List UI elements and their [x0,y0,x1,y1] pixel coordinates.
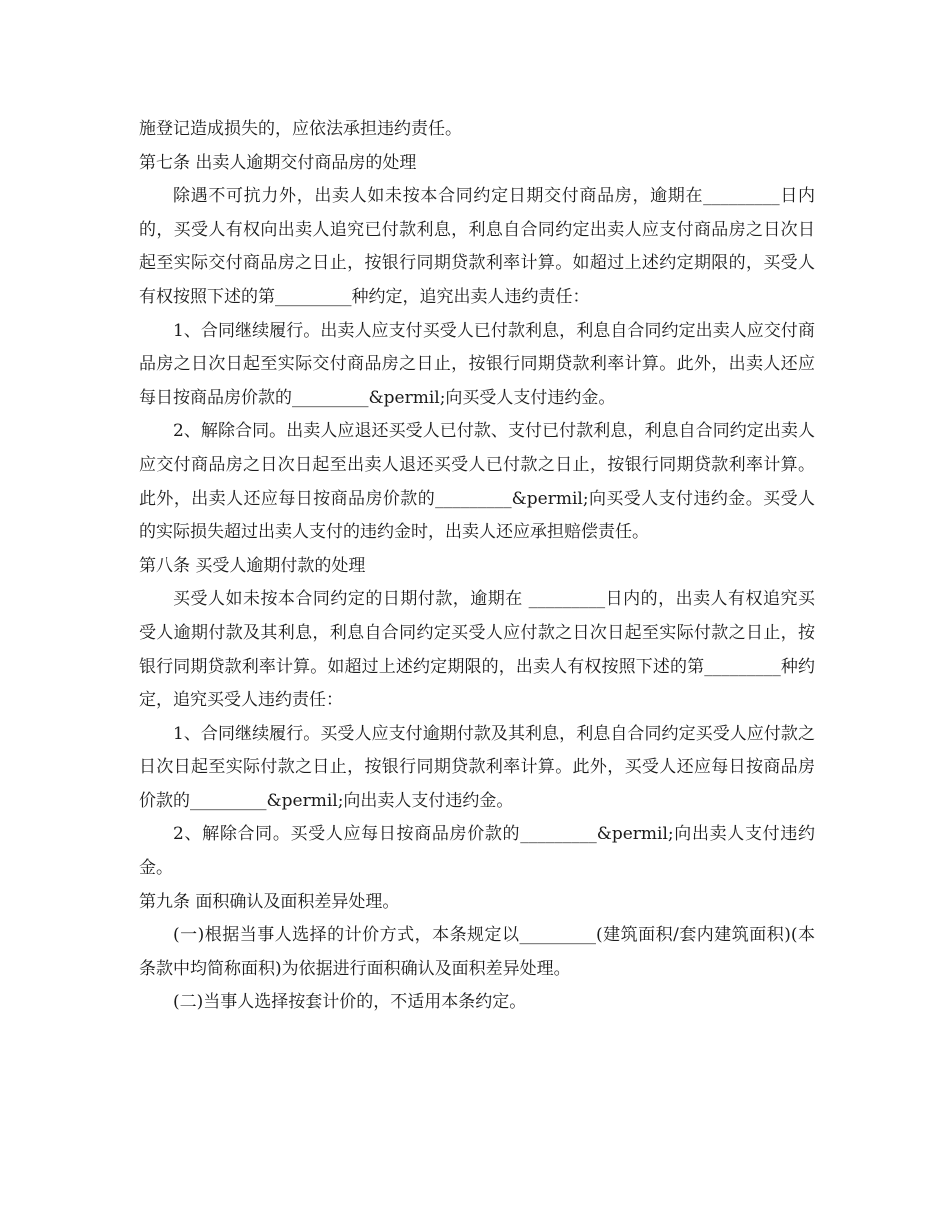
article-8-heading: 第八条 买受人逾期付款的处理 [139,555,366,576]
document-page [139,113,815,1020]
article-7-clause-1: 1、合同继续履行。出卖人应支付买受人已付款利息，利息自合同约定出卖人应交付商品房之日次日起至实际交付商品房之日止，按银行同期贷款利率计算。此外，出卖人还应每日按商品房价款的_________&permil;向买受人支付违约金。 [139,320,815,408]
article-7-clause-2: 2、解除合同。出卖人应退还买受人已付款、支付已付款利息，利息自合同约定出卖人应交付商品房之日次日起至出卖人退还买受人已付款之日止，按银行同期贷款利率计算。此外，出卖人还应每日按商品房价款的_________&permil;向买受人支付违约金。买受人的实际损失超过出卖人支付的违约金时，出卖人还应承担赔偿责任。 [139,421,815,543]
article-7-heading: 第七条 出卖人逾期交付商品房的处理 [139,152,417,173]
article-8-clause-2: 2、解除合同。买受人应每日按商品房价款的_________&permil;向出卖人支付违约金。 [139,824,815,879]
article-9-item-2: (二)当事人选择按套计价的，不适用本条约定。 [173,992,527,1013]
paragraph-continuation: 施登记造成损失的，应依法承担违约责任。 [139,119,462,139]
article-9-item-1: (一)根据当事人选择的计价方式，本条规定以_________(建筑面积/套内建筑面积)(本条款中均简称面积)为依据进行面积确认及面积差异处理。 [139,925,815,979]
article-8-clause-1: 1、合同继续履行。买受人应支付逾期付款及其利息，利息自合同约定买受人应付款之日次日起至实际付款之日止，按银行同期贷款利率计算。此外，买受人还应每日按商品房价款的_________&permil;向出卖人支付违约金。 [139,723,815,811]
article-7-body: 除遇不可抗力外，出卖人如未按本合同约定日期交付商品房，逾期在_________日内的，买受人有权向出卖人追究已付款利息，利息自合同约定出卖人应支付商品房之日次日起至实际交付商品房之日止，按银行同期贷款利率计算。如超过上述约定期限的，买受人有权按照下述的第_________种约定，追究出卖人违约责任： [139,186,815,307]
article-8-body: 买受人如未按本合同约定的日期付款，逾期在 _________日内的，出卖人有权追究买受人逾期付款及其利息，利息自合同约定买受人应付款之日次日起至实际付款之日止，按银行同期贷款利率计算。如超过上述约定期限的，出卖人有权按照下述的第_________种约定，追究买受人违约责任： [139,589,815,711]
article-9-heading: 第九条 面积确认及面积差异处理。 [139,891,400,912]
